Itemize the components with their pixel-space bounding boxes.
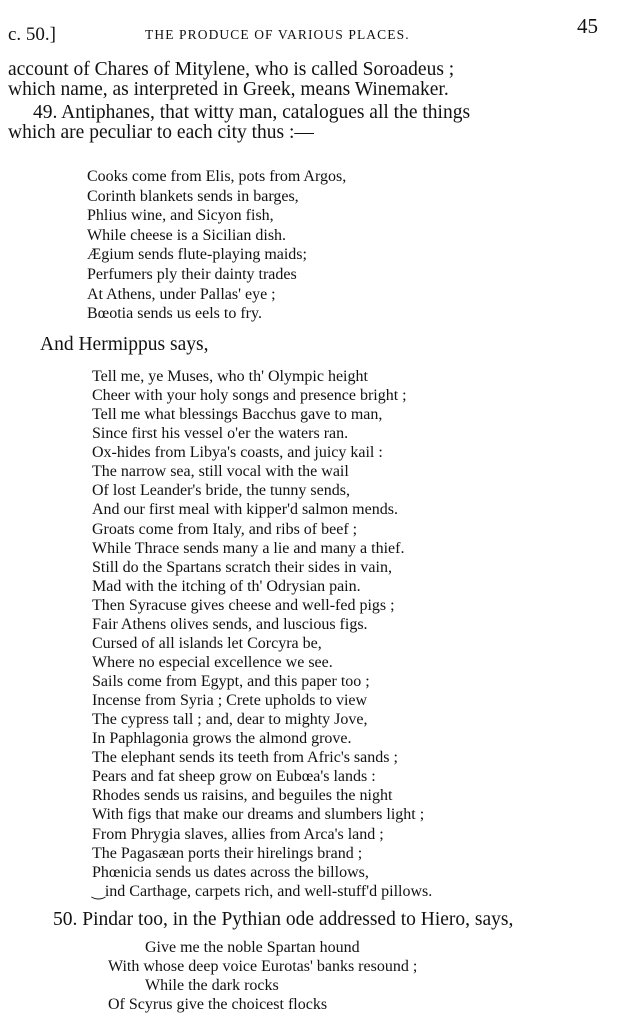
verse-line: From Phrygia slaves, allies from Arca's land ;	[92, 825, 384, 843]
verse-line: With figs that make our dreams and slumbers light ;	[92, 806, 425, 824]
verse-line: Phlius wine, and Sicyon fish,	[87, 207, 274, 225]
verse-line: Corinth blankets sends in barges,	[87, 187, 299, 205]
verse-line: Fair Athens olives sends, and luscious figs.	[92, 615, 368, 633]
verse-pindar	[108, 938, 417, 1014]
verse-line: Tell me, ye Muses, who th' Olympic height	[92, 368, 368, 385]
verse-line: Ox-hides from Libya's coasts, and juicy kail :	[92, 444, 383, 462]
paragraph-hermippus	[40, 335, 208, 355]
verse-line: In Paphlagonia grows the almond grove.	[92, 730, 352, 748]
verse-line: Phœnicia sends us dates across the billows,	[92, 863, 369, 881]
prose-line: which are peculiar to each city thus :—	[8, 122, 314, 143]
verse-line: While Thrace sends many a lie and many a thief.	[92, 539, 405, 557]
verse-line: Groats come from Italy, and ribs of beef ;	[92, 520, 358, 538]
verse-line: Where no especial excellence we see.	[92, 653, 333, 671]
verse-line: Incense from Syria ; Crete upholds to view	[92, 692, 368, 710]
prose-line: which name, as interpreted in Greek, means Winemaker.	[8, 79, 449, 100]
chapter-reference: c. 50.]	[8, 24, 57, 45]
verse-line: Since first his vessel o'er the waters ran.	[92, 425, 349, 443]
verse-line: Cursed of all islands let Corcyra be,	[92, 634, 322, 652]
verse-line: With whose deep voice Eurotas' banks resound ;	[108, 958, 418, 975]
verse-line: Then Syracuse gives cheese and well-fed pigs ;	[92, 596, 395, 614]
running-header	[8, 14, 598, 44]
verse-line: While cheese is a Sicilian dish.	[87, 226, 287, 244]
verse-line: ‿ind Carthage, carpets rich, and well-stuff'd pillows.	[92, 882, 433, 900]
verse-line: The Pagasæan ports their hirelings brand ;	[92, 844, 363, 862]
paragraph-antiphanes	[8, 103, 470, 143]
verse-line: Cooks come from Elis, pots from Argos,	[87, 168, 347, 185]
verse-line: The narrow sea, still vocal with the wail	[92, 463, 349, 481]
verse-line: Mad with the itching of th' Odrysian pain.	[92, 577, 361, 595]
verse-line: Still do the Spartans scratch their sides in vain,	[92, 558, 392, 576]
verse-line: Perfumers ply their dainty trades	[87, 265, 297, 283]
verse-line: Sails come from Egypt, and this paper too ;	[92, 673, 370, 690]
verse-line: Rhodes sends us raisins, and beguiles the night	[92, 787, 393, 805]
prose-line: 50. Pindar too, in the Pythian ode addressed to Hiero, says,	[53, 909, 514, 930]
verse-line: Bœotia sends us eels to fry.	[87, 305, 262, 323]
verse-line: Of lost Leander's bride, the tunny sends,	[92, 482, 350, 500]
running-title: THE PRODUCE OF VARIOUS PLACES.	[145, 27, 410, 42]
verse-hermippus	[92, 367, 432, 901]
verse-line: The cypress tall ; and, dear to mighty Jove,	[92, 711, 368, 729]
verse-line: While the dark rocks	[145, 977, 279, 994]
page-number: 45	[577, 14, 598, 38]
verse-line: Of Scyrus give the choicest flocks	[108, 996, 328, 1013]
verse-line: At Athens, under Pallas' eye ;	[87, 285, 276, 303]
prose-line: 49. Antiphanes, that witty man, catalogues all the things	[33, 102, 471, 123]
paragraph-chares	[8, 60, 454, 100]
verse-line: Pears and fat sheep grow on Eubœa's lands :	[92, 768, 376, 786]
verse-line: Give me the noble Spartan hound	[145, 939, 360, 956]
verse-line: And our first meal with kipper'd salmon mends.	[92, 501, 398, 519]
prose-line: account of Chares of Mitylene, who is called Soroadeus ;	[8, 59, 455, 80]
verse-line: The elephant sends its teeth from Afric's sands ;	[92, 749, 398, 767]
paragraph-pindar	[53, 910, 513, 930]
verse-antiphanes	[87, 167, 346, 324]
verse-line: Ægium sends flute-playing maids;	[87, 246, 307, 264]
prose-line: And Hermippus says,	[40, 334, 209, 355]
verse-line: Cheer with your holy songs and presence bright ;	[92, 387, 407, 405]
verse-line: Tell me what blessings Bacchus gave to man,	[92, 406, 383, 424]
